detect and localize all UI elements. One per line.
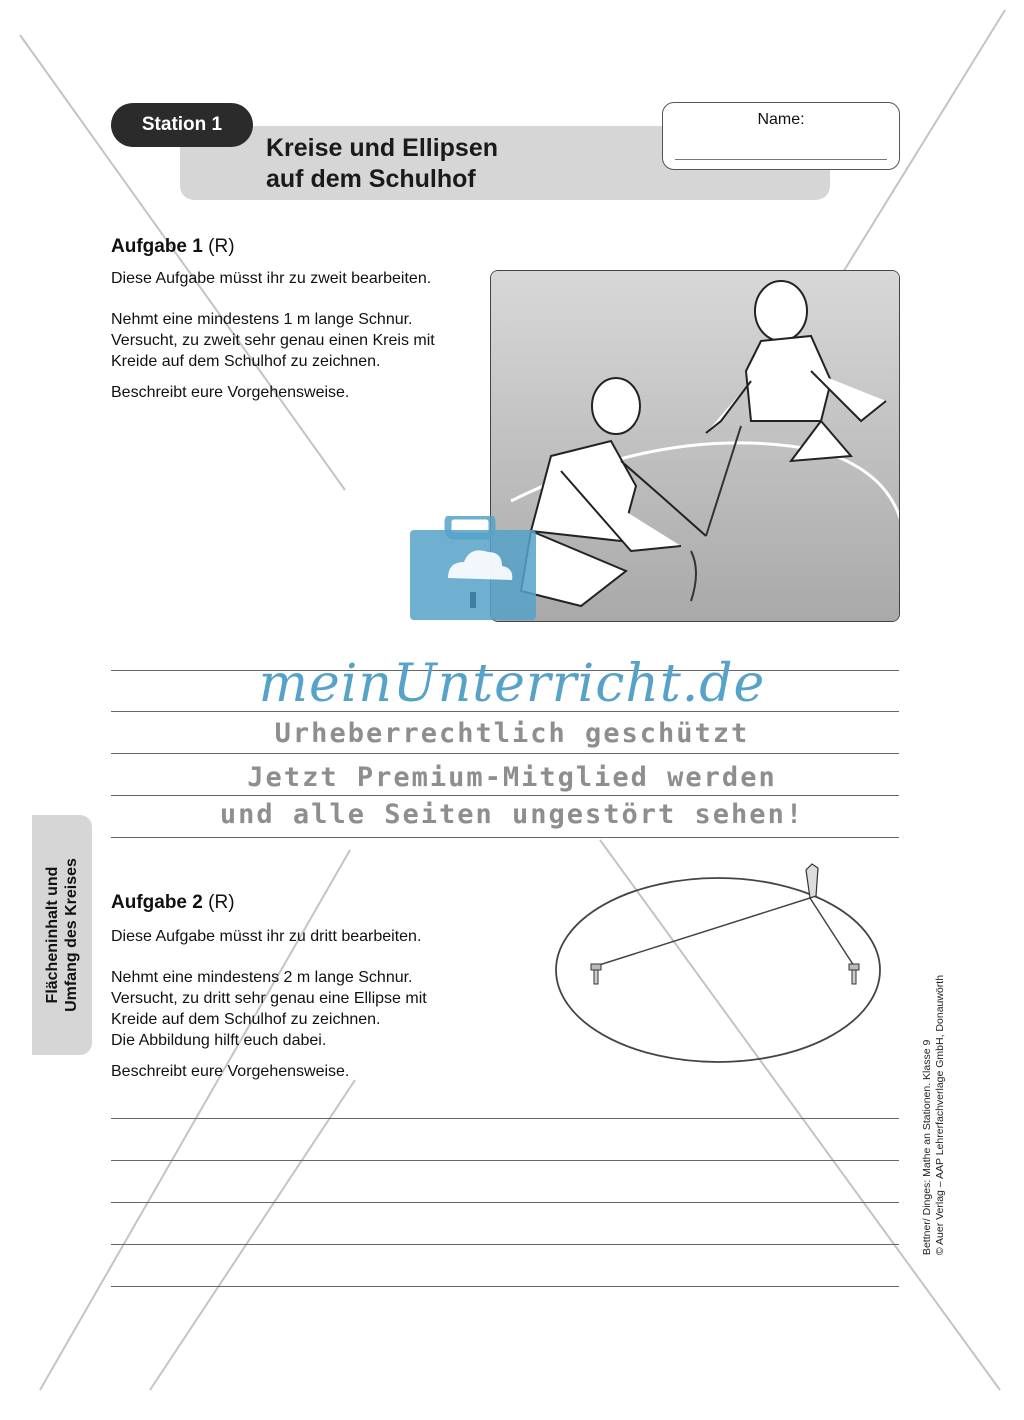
write-line-10[interactable] — [111, 1286, 899, 1287]
task2-p2-line4: Die Abbildung hilft euch dabei. — [111, 1032, 327, 1049]
write-line-9[interactable] — [111, 1244, 899, 1245]
side-tab-line1: Flächeninhalt und — [44, 866, 61, 1004]
task2-text — [111, 926, 511, 1092]
write-line-3[interactable] — [111, 753, 899, 754]
task2-p2-line2: Versucht, zu dritt sehr genau eine Ellipse mit — [111, 990, 427, 1007]
footer-line1: Bettner/ Dinges: Mathe an Stationen. Klasse 9 — [921, 1039, 933, 1256]
peg-right-icon — [849, 964, 859, 984]
illustration-svg — [491, 271, 899, 621]
name-write-line[interactable] — [675, 159, 887, 160]
task1-heading — [111, 236, 235, 258]
illustration-children-drawing-circle — [490, 270, 900, 622]
watermark-line-2: Jetzt Premium-Mitglied werden — [247, 762, 777, 793]
write-line-5[interactable] — [111, 837, 899, 838]
side-tab-label — [43, 858, 81, 1012]
watermark-line-3: und alle Seiten ungestört sehen! — [219, 799, 805, 830]
string-right — [810, 898, 854, 966]
station-badge: Station 1 — [111, 103, 253, 147]
page-title — [266, 133, 498, 195]
task2-p3: Beschreibt eure Vorgehensweise. — [111, 1063, 350, 1080]
write-line-4[interactable] — [111, 795, 899, 796]
write-line-7[interactable] — [111, 1160, 899, 1161]
task1-text — [111, 268, 491, 413]
task1-level: (R) — [208, 236, 235, 257]
task2-p1: Diese Aufgabe müsst ihr zu dritt bearbeiten. — [111, 928, 422, 945]
task2-p2-line3: Kreide auf dem Schulhof zu zeichnen. — [111, 1011, 381, 1028]
name-box — [662, 102, 900, 170]
watermark-briefcase-icon — [408, 516, 538, 622]
task1-title: Aufgabe 1 — [111, 236, 203, 257]
side-tab-line2: Umfang des Kreises — [63, 858, 80, 1012]
task1-p2-line3: Kreide auf dem Schulhof zu zeichnen. — [111, 353, 381, 370]
task1-p2-line1: Nehmt eine mindestens 1 m lange Schnur. — [111, 311, 413, 328]
task1-p3: Beschreibt eure Vorgehensweise. — [111, 384, 350, 401]
watermark-line-1: Urheberrechtlich geschützt — [274, 718, 750, 749]
title-line-2: auf dem Schulhof — [266, 165, 476, 193]
watermark-brand: meinUnterricht.de — [258, 654, 766, 714]
task2-heading — [111, 892, 235, 914]
task1-p2 — [111, 309, 491, 372]
name-label: Name: — [757, 111, 805, 128]
ellipse-outline — [556, 878, 880, 1062]
task2-p2 — [111, 967, 511, 1051]
task1-p1: Diese Aufgabe müsst ihr zu zweit bearbeiten. — [111, 270, 432, 287]
write-line-8[interactable] — [111, 1202, 899, 1203]
task2-title: Aufgabe 2 — [111, 892, 203, 913]
write-line-6[interactable] — [111, 1118, 899, 1119]
task2-p2-line1: Nehmt eine mindestens 2 m lange Schnur. — [111, 969, 413, 986]
task1-p2-line2: Versucht, zu zweit sehr genau einen Kreis mit — [111, 332, 435, 349]
peg-left-icon — [591, 964, 601, 984]
copyright-footer — [921, 975, 947, 1255]
title-line-1: Kreise und Ellipsen — [266, 134, 499, 162]
task2-level: (R) — [208, 892, 235, 913]
string-left — [596, 898, 810, 966]
ellipse-diagram — [548, 860, 898, 1070]
footer-line2: © Auer Verlag – AAP Lehrerfachverlage GmbH, Donauwörth — [934, 974, 946, 1256]
